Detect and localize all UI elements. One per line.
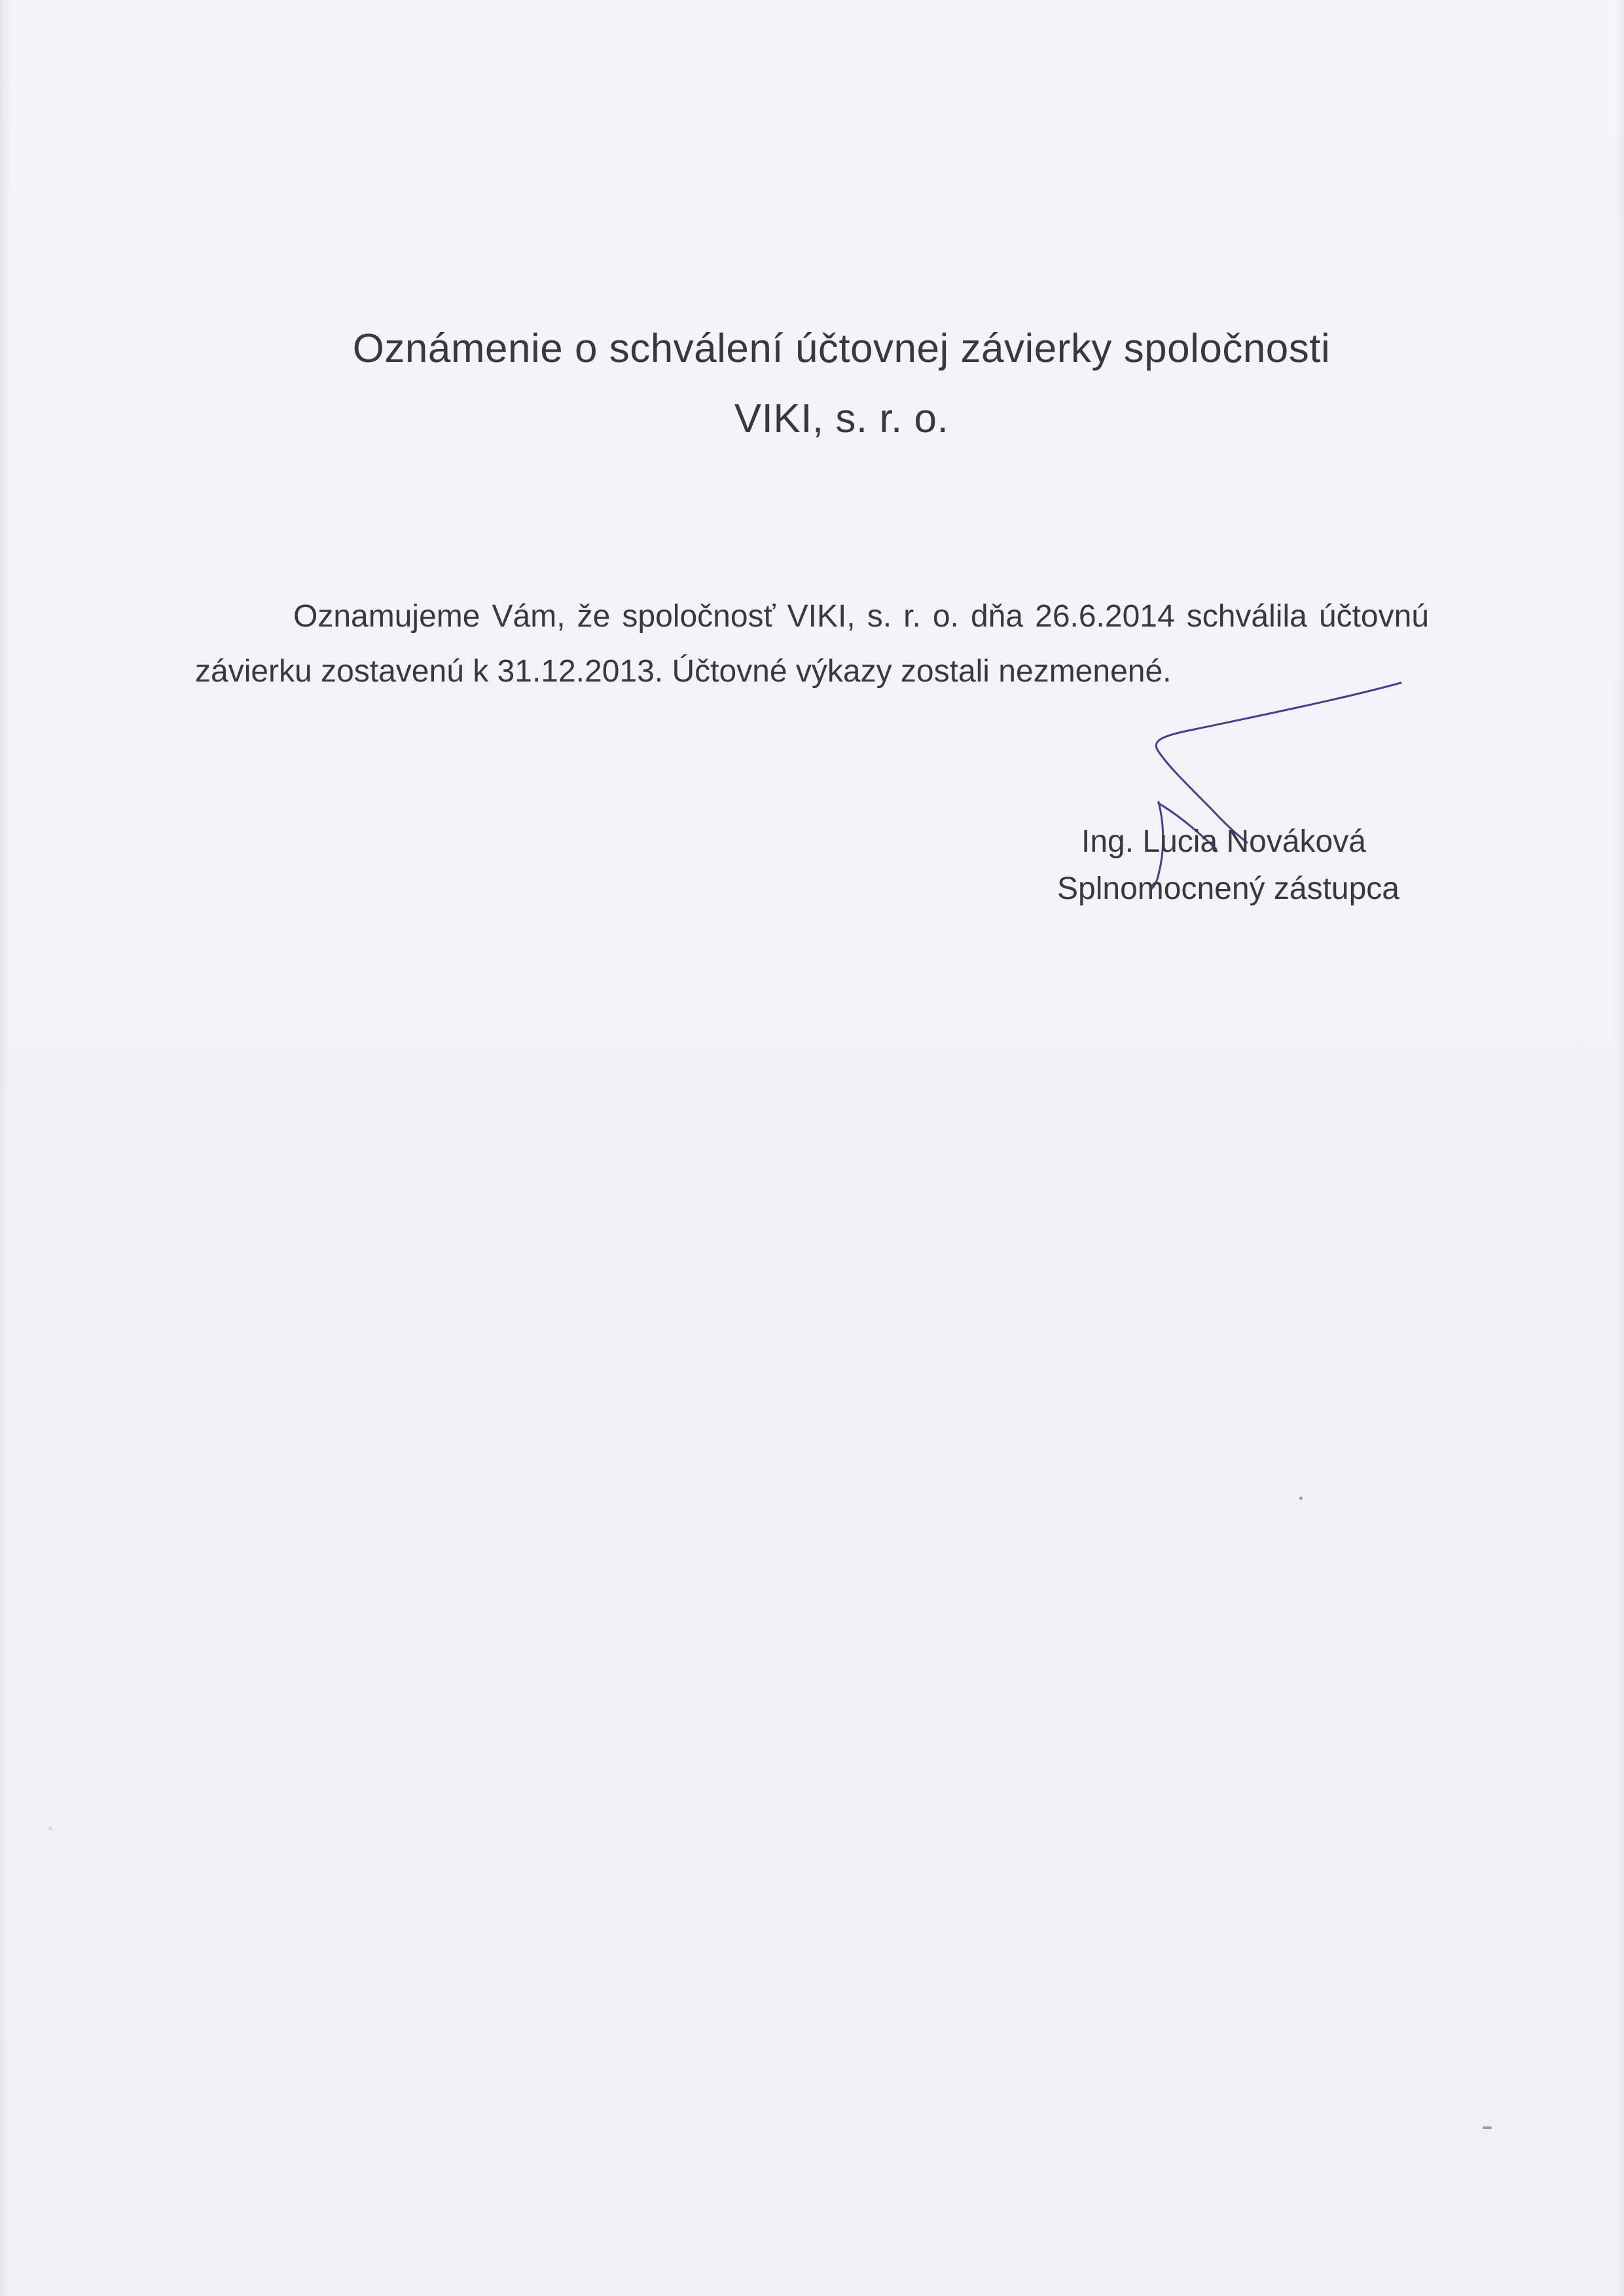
handwritten-signature-icon (1139, 678, 1427, 894)
scan-speck (48, 1827, 52, 1831)
scan-speck (1483, 2126, 1492, 2129)
document-title-line-1: Oznámenie o schválení účtovnej závierky spoločnosti (352, 326, 1331, 371)
scan-speck (1299, 1497, 1303, 1500)
announcement-body: Oznamujeme Vám, že spoločnosť VIKI, s. r. o. dňa 26.6.2014 schválila účtovnú závierku zostavenú k 31.12.2013. Účtovné výkazy zostali nezmenené. (195, 599, 1429, 689)
document-title-line-2: VIKI, s. r. o. (734, 396, 949, 441)
signatory-role: Splnomocnený zástupca (1057, 871, 1399, 906)
signatory-name: Ing. Lucia Nováková (1081, 824, 1366, 859)
